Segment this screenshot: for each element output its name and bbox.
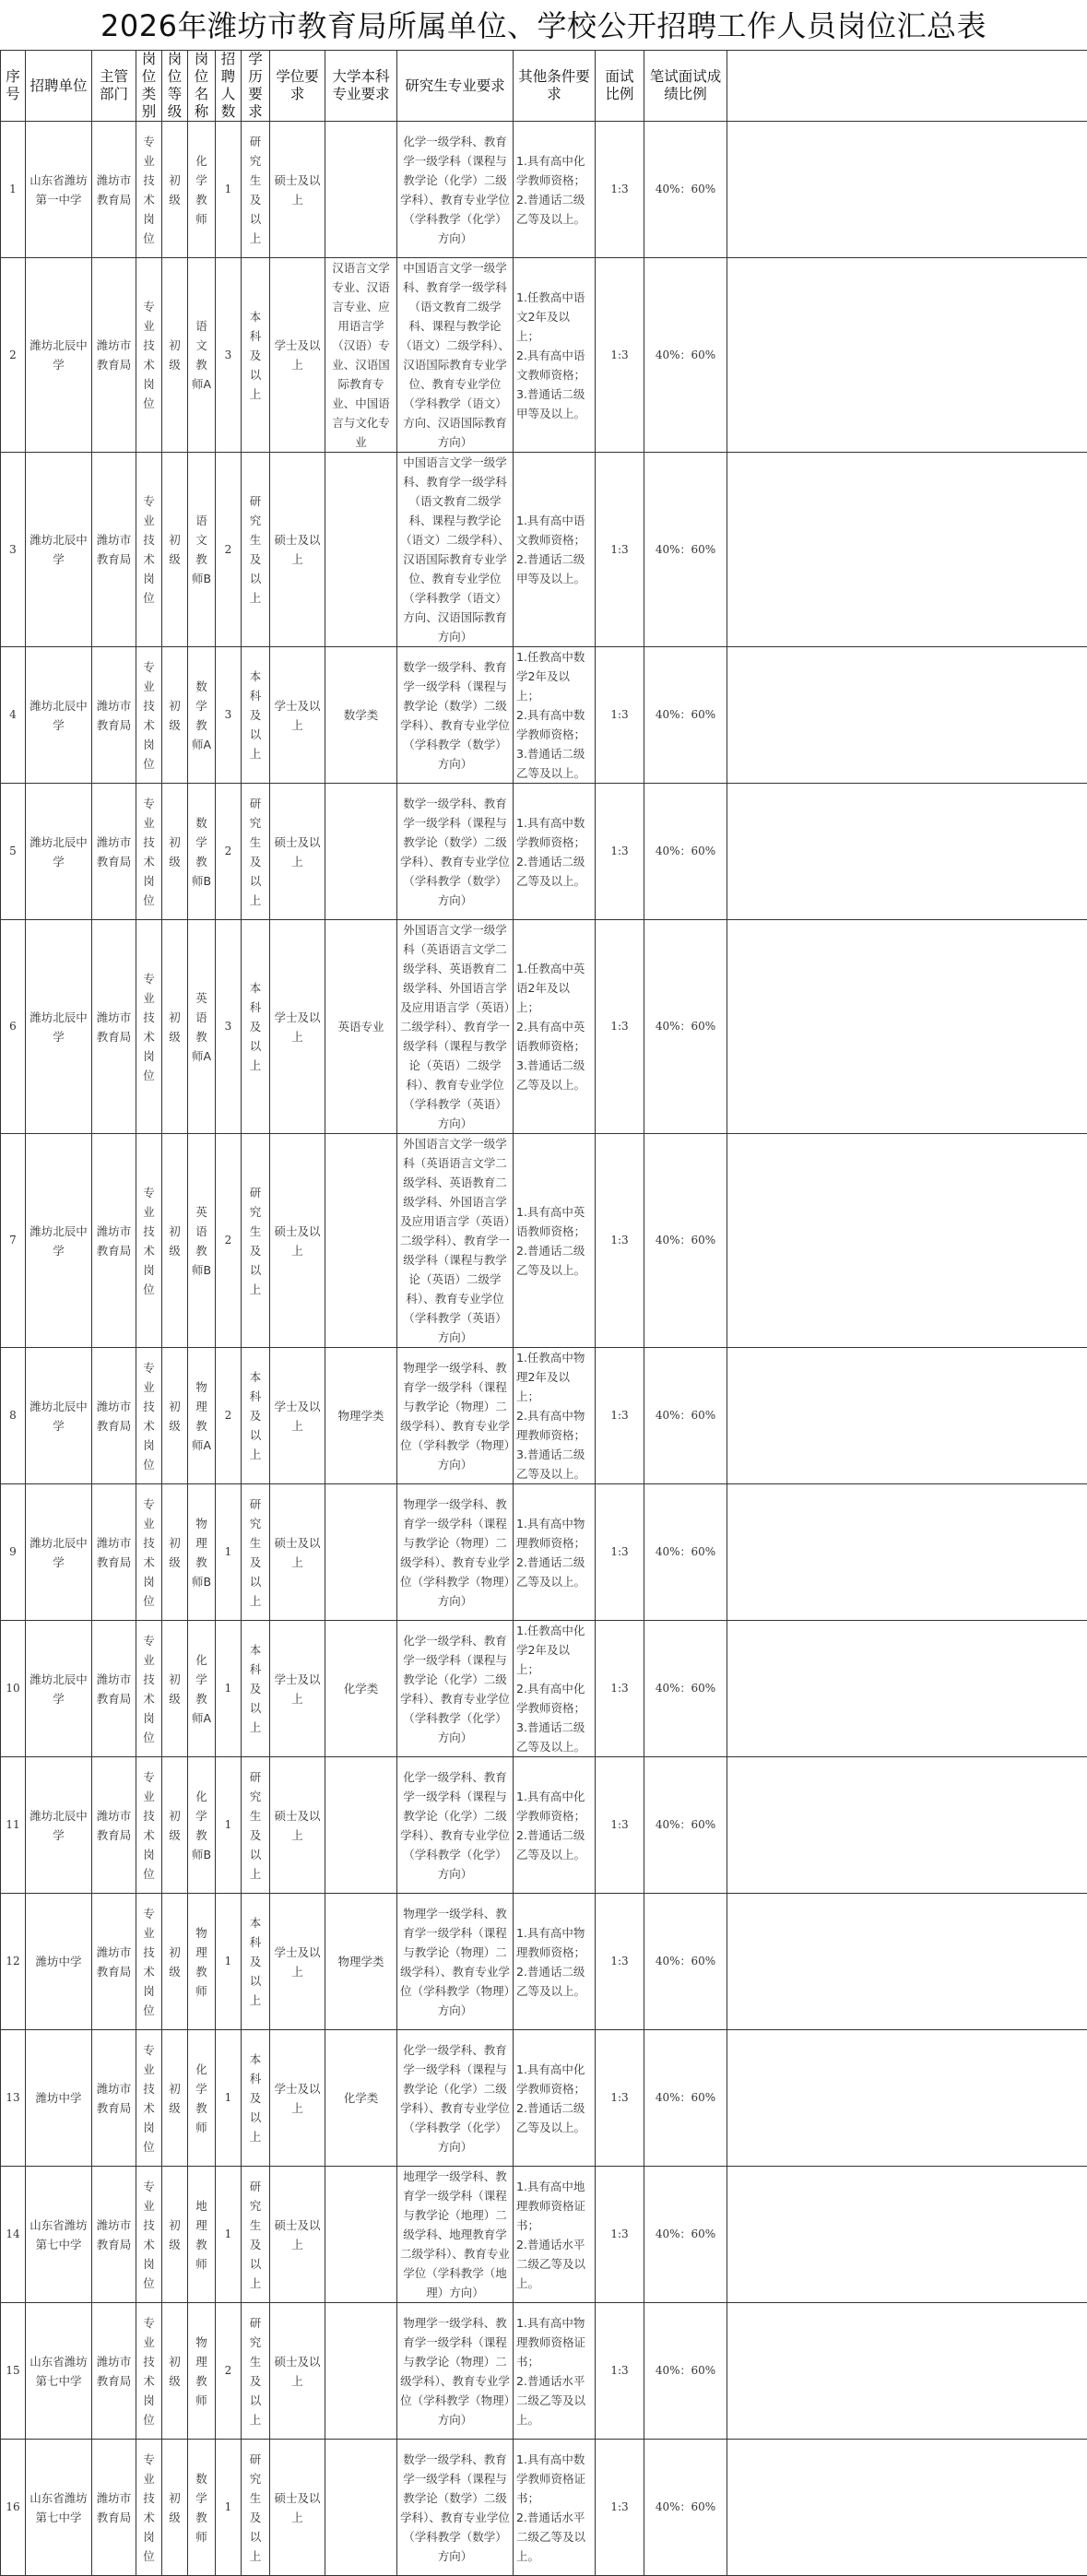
cell-post: 化学教师B [188, 1757, 216, 1894]
cell-category: 专业技术岗位 [136, 1894, 162, 2030]
header-edu: 学历要求 [242, 51, 270, 122]
cell-undergrad [325, 1134, 397, 1348]
cell-undergrad: 汉语言文学专业、汉语言专业、应用语言学（汉语）专业、汉语国际教育专业、中国语言与文化专业 [325, 258, 397, 453]
cell-dept: 潍坊市教育局 [92, 1894, 136, 2030]
cell-ratio: 1:3 [596, 2030, 644, 2167]
cell-ratio: 1:3 [596, 258, 644, 453]
cell-ratio: 1:3 [596, 1757, 644, 1894]
cell-undergrad [325, 2167, 397, 2303]
cell-unit: 潍坊北辰中学 [26, 784, 92, 920]
cell-ratio: 1:3 [596, 920, 644, 1134]
cell-extra [727, 1348, 1087, 1484]
cell-dept: 潍坊市教育局 [92, 784, 136, 920]
cell-unit: 潍坊北辰中学 [26, 920, 92, 1134]
cell-edu: 研究生及以上 [242, 1484, 270, 1621]
cell-undergrad: 物理学类 [325, 1348, 397, 1484]
cell-degree: 学士及以上 [270, 2030, 325, 2167]
cell-extra [727, 2167, 1087, 2303]
cell-unit: 潍坊北辰中学 [26, 1757, 92, 1894]
cell-extra [727, 1621, 1087, 1757]
cell-degree: 学士及以上 [270, 1621, 325, 1757]
cell-degree: 学士及以上 [270, 1348, 325, 1484]
cell-other: 1.具有高中化学教师资格； 2.普通话二级乙等及以上。 [514, 122, 596, 258]
cell-extra [727, 784, 1087, 920]
cell-count: 2 [216, 784, 242, 920]
cell-extra [727, 122, 1087, 258]
table-row [1, 2167, 1087, 2303]
cell-degree: 学士及以上 [270, 647, 325, 784]
cell-post: 语文教师B [188, 453, 216, 647]
table-row [1, 2303, 1087, 2440]
cell-grad: 物理学一级学科、教育学一级学科（课程与教学论（物理）二级学科）、教育专业学位（学科教学（物理）方向） [397, 1484, 514, 1621]
cell-undergrad: 英语专业 [325, 920, 397, 1134]
cell-degree: 硕士及以上 [270, 2303, 325, 2440]
cell-no: 12 [1, 1894, 26, 2030]
cell-unit: 潍坊北辰中学 [26, 1621, 92, 1757]
cell-no: 3 [1, 453, 26, 647]
cell-count: 2 [216, 1134, 242, 1348]
table-row [1, 2030, 1087, 2167]
cell-ratio: 1:3 [596, 2303, 644, 2440]
cell-post: 物理教师A [188, 1348, 216, 1484]
cell-count: 3 [216, 258, 242, 453]
cell-category: 专业技术岗位 [136, 1757, 162, 1894]
cell-undergrad [325, 1757, 397, 1894]
cell-extra [727, 2440, 1087, 2576]
cell-category: 专业技术岗位 [136, 1621, 162, 1757]
header-category: 岗位类别 [136, 51, 162, 122]
cell-grad: 数学一级学科、教育学一级学科（课程与教学论（数学）二级学科）、教育专业学位（学科教学（数学）方向） [397, 784, 514, 920]
cell-weight: 40%：60% [644, 1348, 727, 1484]
cell-count: 2 [216, 1348, 242, 1484]
cell-undergrad [325, 122, 397, 258]
cell-edu: 研究生及以上 [242, 2167, 270, 2303]
cell-ratio: 1:3 [596, 647, 644, 784]
cell-post: 化学教师A [188, 1621, 216, 1757]
cell-grad: 物理学一级学科、教育学一级学科（课程与教学论（物理）二级学科）、教育专业学位（学科教学（物理）方向） [397, 1348, 514, 1484]
cell-post: 语文教师A [188, 258, 216, 453]
cell-edu: 本科及以上 [242, 1621, 270, 1757]
table-row [1, 1621, 1087, 1757]
cell-category: 专业技术岗位 [136, 920, 162, 1134]
cell-other: 1.任教高中英语2年及以上； 2.具有高中英语教师资格； 3.普通话二级乙等及以上。 [514, 920, 596, 1134]
cell-weight: 40%：60% [644, 784, 727, 920]
cell-unit: 山东省潍坊第七中学 [26, 2303, 92, 2440]
cell-count: 1 [216, 1757, 242, 1894]
cell-dept: 潍坊市教育局 [92, 2440, 136, 2576]
header-no: 序号 [1, 51, 26, 122]
cell-dept: 潍坊市教育局 [92, 122, 136, 258]
cell-post: 化学教师 [188, 2030, 216, 2167]
header-grad: 研究生专业要求 [397, 51, 514, 122]
cell-grad: 外国语言文学一级学科（英语语言文学二级学科、英语教育二级学科、外国语言学及应用语言学（英语）二级学科）、教育学一级学科（课程与教学论（英语）二级学科）、教育专业学位（学科教学（英语）方向） [397, 1134, 514, 1348]
table-row [1, 1894, 1087, 2030]
cell-ratio: 1:3 [596, 2167, 644, 2303]
cell-grad: 数学一级学科、教育学一级学科（课程与教学论（数学）二级学科）、教育专业学位（学科教学（数学）方向） [397, 647, 514, 784]
cell-category: 专业技术岗位 [136, 647, 162, 784]
cell-level: 初级 [162, 1348, 188, 1484]
table-row [1, 1484, 1087, 1621]
cell-weight: 40%：60% [644, 1757, 727, 1894]
cell-ratio: 1:3 [596, 453, 644, 647]
cell-weight: 40%：60% [644, 2167, 727, 2303]
cell-no: 9 [1, 1484, 26, 1621]
cell-weight: 40%：60% [644, 920, 727, 1134]
cell-ratio: 1:3 [596, 784, 644, 920]
cell-level: 初级 [162, 1134, 188, 1348]
cell-unit: 潍坊北辰中学 [26, 1484, 92, 1621]
cell-weight: 40%：60% [644, 2303, 727, 2440]
cell-undergrad: 数学类 [325, 647, 397, 784]
cell-count: 1 [216, 1621, 242, 1757]
cell-level: 初级 [162, 2167, 188, 2303]
cell-unit: 潍坊北辰中学 [26, 258, 92, 453]
cell-no: 10 [1, 1621, 26, 1757]
cell-category: 专业技术岗位 [136, 784, 162, 920]
cell-level: 初级 [162, 453, 188, 647]
cell-edu: 本科及以上 [242, 258, 270, 453]
table-row [1, 2440, 1087, 2576]
table-row [1, 1134, 1087, 1348]
cell-category: 专业技术岗位 [136, 122, 162, 258]
cell-dept: 潍坊市教育局 [92, 1348, 136, 1484]
cell-other: 1.具有高中英语教师资格； 2.普通话二级乙等及以上。 [514, 1134, 596, 1348]
cell-category: 专业技术岗位 [136, 453, 162, 647]
cell-level: 初级 [162, 122, 188, 258]
cell-count: 1 [216, 2167, 242, 2303]
cell-post: 物理教师B [188, 1484, 216, 1621]
cell-other: 1.任教高中语文2年及以上； 2.具有高中语文教师资格； 3.普通话二级甲等及以上。 [514, 258, 596, 453]
page-title: 2026年潍坊市教育局所属单位、学校公开招聘工作人员岗位汇总表 [0, 0, 1087, 50]
cell-edu: 本科及以上 [242, 1894, 270, 2030]
cell-unit: 山东省潍坊第一中学 [26, 122, 92, 258]
cell-grad: 中国语言文学一级学科、教育学一级学科（语文教育二级学科、课程与教学论（语文）二级学科）、汉语国际教育专业学位、教育专业学位（学科教学（语文）方向、汉语国际教育方向） [397, 453, 514, 647]
cell-other: 1.任教高中化学2年及以上； 2.具有高中化学教师资格； 3.普通话二级乙等及以上。 [514, 1621, 596, 1757]
cell-other: 1.任教高中数学2年及以上； 2.具有高中数学教师资格； 3.普通话二级乙等及以上。 [514, 647, 596, 784]
cell-other: 1.具有高中数学教师资格； 2.普通话二级乙等及以上。 [514, 784, 596, 920]
cell-undergrad [325, 2440, 397, 2576]
cell-no: 7 [1, 1134, 26, 1348]
cell-grad: 数学一级学科、教育学一级学科（课程与教学论（数学）二级学科）、教育专业学位（学科教学（数学）方向） [397, 2440, 514, 2576]
header-unit: 招聘单位 [26, 51, 92, 122]
cell-weight: 40%：60% [644, 258, 727, 453]
cell-dept: 潍坊市教育局 [92, 2167, 136, 2303]
cell-category: 专业技术岗位 [136, 2167, 162, 2303]
cell-grad: 地理学一级学科、教育学一级学科（课程与教学论（地理）二级学科、地理教育学二级学科）、教育专业学位（学科教学（地理）方向） [397, 2167, 514, 2303]
cell-level: 初级 [162, 920, 188, 1134]
cell-no: 4 [1, 647, 26, 784]
cell-extra [727, 453, 1087, 647]
table-row [1, 647, 1087, 784]
table-row [1, 122, 1087, 258]
cell-unit: 山东省潍坊第七中学 [26, 2440, 92, 2576]
cell-unit: 潍坊中学 [26, 2030, 92, 2167]
cell-dept: 潍坊市教育局 [92, 2030, 136, 2167]
cell-grad: 中国语言文学一级学科、教育学一级学科（语文教育二级学科、课程与教学论（语文）二级学科）、汉语国际教育专业学位、教育专业学位（学科教学（语文）方向、汉语国际教育方向） [397, 258, 514, 453]
cell-undergrad: 物理学类 [325, 1894, 397, 2030]
cell-count: 1 [216, 1484, 242, 1621]
cell-grad: 物理学一级学科、教育学一级学科（课程与教学论（物理）二级学科）、教育专业学位（学科教学（物理）方向） [397, 1894, 514, 2030]
cell-no: 1 [1, 122, 26, 258]
cell-other: 1.具有高中语文教师资格； 2.普通话二级甲等及以上。 [514, 453, 596, 647]
cell-category: 专业技术岗位 [136, 1484, 162, 1621]
cell-degree: 学士及以上 [270, 258, 325, 453]
cell-level: 初级 [162, 2030, 188, 2167]
cell-no: 5 [1, 784, 26, 920]
cell-no: 8 [1, 1348, 26, 1484]
cell-extra [727, 2030, 1087, 2167]
cell-degree: 学士及以上 [270, 1894, 325, 2030]
table-row [1, 258, 1087, 453]
cell-count: 1 [216, 2440, 242, 2576]
cell-undergrad [325, 784, 397, 920]
cell-count: 3 [216, 647, 242, 784]
cell-degree: 硕士及以上 [270, 1134, 325, 1348]
cell-weight: 40%：60% [644, 2030, 727, 2167]
cell-weight: 40%：60% [644, 1621, 727, 1757]
cell-level: 初级 [162, 2303, 188, 2440]
cell-extra [727, 1757, 1087, 1894]
cell-weight: 40%：60% [644, 647, 727, 784]
cell-dept: 潍坊市教育局 [92, 647, 136, 784]
cell-degree: 硕士及以上 [270, 122, 325, 258]
cell-dept: 潍坊市教育局 [92, 1484, 136, 1621]
cell-degree: 硕士及以上 [270, 784, 325, 920]
cell-no: 14 [1, 2167, 26, 2303]
cell-edu: 研究生及以上 [242, 122, 270, 258]
cell-post: 数学教师A [188, 647, 216, 784]
cell-no: 11 [1, 1757, 26, 1894]
cell-undergrad [325, 453, 397, 647]
cell-level: 初级 [162, 784, 188, 920]
cell-category: 专业技术岗位 [136, 2030, 162, 2167]
cell-ratio: 1:3 [596, 2440, 644, 2576]
header-other: 其他条件要求 [514, 51, 596, 122]
cell-unit: 潍坊北辰中学 [26, 453, 92, 647]
cell-ratio: 1:3 [596, 1621, 644, 1757]
cell-category: 专业技术岗位 [136, 2440, 162, 2576]
table-row [1, 920, 1087, 1134]
cell-grad: 化学一级学科、教育学一级学科（课程与教学论（化学）二级学科）、教育专业学位（学科教学（化学）方向） [397, 1757, 514, 1894]
cell-post: 数学教师B [188, 784, 216, 920]
cell-weight: 40%：60% [644, 122, 727, 258]
cell-grad: 化学一级学科、教育学一级学科（课程与教学论（化学）二级学科）、教育专业学位（学科教学（化学）方向） [397, 2030, 514, 2167]
header-extra [727, 51, 1087, 122]
header-degree: 学位要求 [270, 51, 325, 122]
cell-count: 2 [216, 453, 242, 647]
cell-weight: 40%：60% [644, 2440, 727, 2576]
cell-weight: 40%：60% [644, 1894, 727, 2030]
cell-post: 物理教师 [188, 1894, 216, 2030]
cell-post: 地理教师 [188, 2167, 216, 2303]
cell-extra [727, 1894, 1087, 2030]
cell-category: 专业技术岗位 [136, 258, 162, 453]
table-row [1, 453, 1087, 647]
cell-post: 英语教师B [188, 1134, 216, 1348]
cell-edu: 研究生及以上 [242, 453, 270, 647]
cell-undergrad: 化学类 [325, 1621, 397, 1757]
cell-count: 2 [216, 2303, 242, 2440]
cell-edu: 本科及以上 [242, 647, 270, 784]
cell-extra [727, 2303, 1087, 2440]
cell-other: 1.具有高中数学教师资格证书； 2.普通话水平二级乙等及以上。 [514, 2440, 596, 2576]
cell-other: 1.任教高中物理2年及以上； 2.具有高中物理教师资格； 3.普通话二级乙等及以上。 [514, 1348, 596, 1484]
cell-other: 1.具有高中物理教师资格； 2.普通话二级乙等及以上。 [514, 1894, 596, 2030]
cell-dept: 潍坊市教育局 [92, 1757, 136, 1894]
header-post: 岗位名称 [188, 51, 216, 122]
cell-undergrad [325, 2303, 397, 2440]
cell-degree: 硕士及以上 [270, 1757, 325, 1894]
header-undergrad: 大学本科专业要求 [325, 51, 397, 122]
cell-extra [727, 920, 1087, 1134]
cell-post: 英语教师A [188, 920, 216, 1134]
cell-ratio: 1:3 [596, 1348, 644, 1484]
cell-extra [727, 647, 1087, 784]
cell-category: 专业技术岗位 [136, 2303, 162, 2440]
cell-other: 1.具有高中物理教师资格； 2.普通话二级乙等及以上。 [514, 1484, 596, 1621]
recruitment-table [0, 50, 1087, 2576]
cell-degree: 硕士及以上 [270, 453, 325, 647]
cell-extra [727, 1484, 1087, 1621]
cell-extra [727, 258, 1087, 453]
cell-ratio: 1:3 [596, 1894, 644, 2030]
cell-other: 1.具有高中地理教师资格证书； 2.普通话水平二级乙等及以上。 [514, 2167, 596, 2303]
cell-grad: 化学一级学科、教育学一级学科（课程与教学论（化学）二级学科）、教育专业学位（学科教学（化学）方向） [397, 1621, 514, 1757]
cell-post: 化学教师 [188, 122, 216, 258]
cell-degree: 硕士及以上 [270, 1484, 325, 1621]
cell-edu: 研究生及以上 [242, 1757, 270, 1894]
cell-dept: 潍坊市教育局 [92, 1134, 136, 1348]
cell-weight: 40%：60% [644, 1134, 727, 1348]
cell-grad: 外国语言文学一级学科（英语语言文学二级学科、英语教育二级学科、外国语言学及应用语言学（英语）二级学科）、教育学一级学科（课程与教学论（英语）二级学科）、教育专业学位（学科教学（英语）方向） [397, 920, 514, 1134]
cell-edu: 研究生及以上 [242, 2303, 270, 2440]
cell-edu: 本科及以上 [242, 920, 270, 1134]
cell-dept: 潍坊市教育局 [92, 1621, 136, 1757]
cell-unit: 潍坊北辰中学 [26, 1134, 92, 1348]
header-weight: 笔试面试成绩比例 [644, 51, 727, 122]
cell-edu: 研究生及以上 [242, 784, 270, 920]
cell-degree: 硕士及以上 [270, 2440, 325, 2576]
cell-unit: 潍坊北辰中学 [26, 647, 92, 784]
cell-post: 数学教师 [188, 2440, 216, 2576]
table-row [1, 1348, 1087, 1484]
cell-post: 物理教师 [188, 2303, 216, 2440]
cell-ratio: 1:3 [596, 1134, 644, 1348]
cell-count: 1 [216, 122, 242, 258]
cell-dept: 潍坊市教育局 [92, 920, 136, 1134]
cell-count: 3 [216, 920, 242, 1134]
cell-no: 13 [1, 2030, 26, 2167]
cell-other: 1.具有高中化学教师资格； 2.普通话二级乙等及以上。 [514, 2030, 596, 2167]
header-dept: 主管部门 [92, 51, 136, 122]
cell-edu: 研究生及以上 [242, 2440, 270, 2576]
cell-count: 1 [216, 1894, 242, 2030]
cell-dept: 潍坊市教育局 [92, 453, 136, 647]
cell-no: 2 [1, 258, 26, 453]
cell-level: 初级 [162, 1757, 188, 1894]
cell-other: 1.具有高中化学教师资格； 2.普通话二级乙等及以上。 [514, 1757, 596, 1894]
header-level: 岗位等级 [162, 51, 188, 122]
cell-level: 初级 [162, 647, 188, 784]
cell-dept: 潍坊市教育局 [92, 2303, 136, 2440]
cell-level: 初级 [162, 1484, 188, 1621]
cell-unit: 潍坊中学 [26, 1894, 92, 2030]
cell-dept: 潍坊市教育局 [92, 258, 136, 453]
cell-ratio: 1:3 [596, 122, 644, 258]
cell-grad: 化学一级学科、教育学一级学科（课程与教学论（化学）二级学科）、教育专业学位（学科教学（化学）方向） [397, 122, 514, 258]
table-row [1, 784, 1087, 920]
cell-undergrad [325, 1484, 397, 1621]
header-count: 招聘人数 [216, 51, 242, 122]
cell-count: 1 [216, 2030, 242, 2167]
cell-undergrad: 化学类 [325, 2030, 397, 2167]
cell-level: 初级 [162, 258, 188, 453]
cell-unit: 潍坊北辰中学 [26, 1348, 92, 1484]
cell-extra [727, 1134, 1087, 1348]
cell-edu: 研究生及以上 [242, 1134, 270, 1348]
cell-degree: 学士及以上 [270, 920, 325, 1134]
cell-degree: 硕士及以上 [270, 2167, 325, 2303]
cell-edu: 本科及以上 [242, 2030, 270, 2167]
cell-other: 1.具有高中物理教师资格证书； 2.普通话水平二级乙等及以上。 [514, 2303, 596, 2440]
cell-category: 专业技术岗位 [136, 1348, 162, 1484]
cell-edu: 本科及以上 [242, 1348, 270, 1484]
cell-no: 6 [1, 920, 26, 1134]
table-row [1, 1757, 1087, 1894]
cell-ratio: 1:3 [596, 1484, 644, 1621]
header-ratio: 面试比例 [596, 51, 644, 122]
cell-no: 16 [1, 2440, 26, 2576]
cell-unit: 山东省潍坊第七中学 [26, 2167, 92, 2303]
cell-level: 初级 [162, 1894, 188, 2030]
cell-no: 15 [1, 2303, 26, 2440]
cell-grad: 物理学一级学科、教育学一级学科（课程与教学论（物理）二级学科）、教育专业学位（学科教学（物理）方向） [397, 2303, 514, 2440]
cell-weight: 40%：60% [644, 1484, 727, 1621]
cell-level: 初级 [162, 2440, 188, 2576]
cell-weight: 40%：60% [644, 453, 727, 647]
cell-level: 初级 [162, 1621, 188, 1757]
table-header-row [1, 51, 1087, 122]
cell-category: 专业技术岗位 [136, 1134, 162, 1348]
